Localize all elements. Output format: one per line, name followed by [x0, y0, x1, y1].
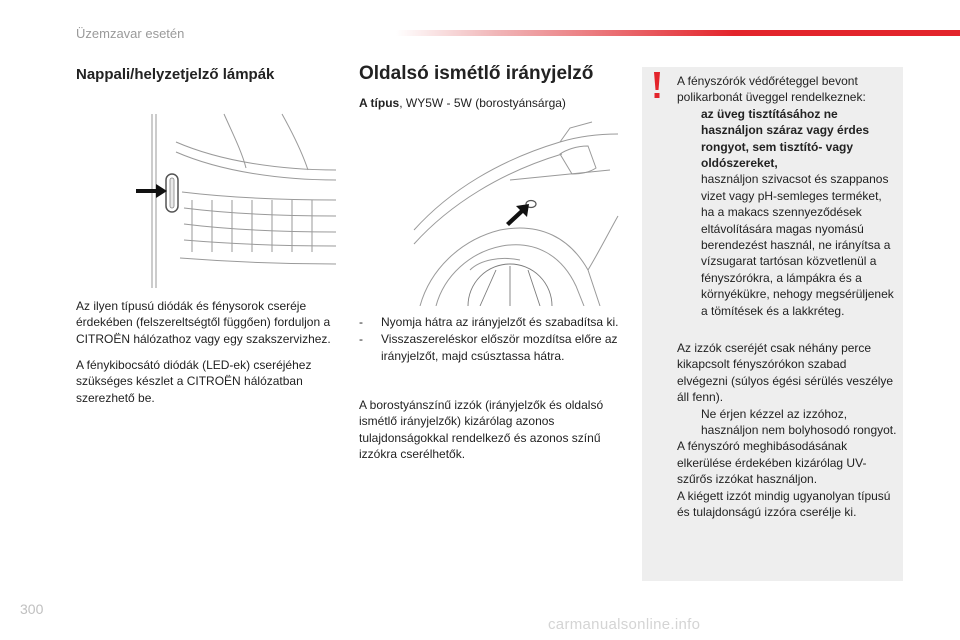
- chapter-title: Üzemzavar esetén: [76, 26, 185, 41]
- list-item: [677, 406, 899, 439]
- bulb-type-label: A típus: [359, 96, 400, 110]
- list-item: [359, 331, 624, 364]
- warning-item-text: ha a makacs szennyeződések eltávolítására magas nyomású berendezést használ, ne irányítsa a vízsugarat tartósan közvetlenül a fényszórókra, a lámpákra és a környékükre, nehogy megsérüljenek a tömítések és a lakkréteg.: [701, 205, 894, 318]
- header-accent-bar: [396, 30, 960, 36]
- warning-block-1: [677, 73, 899, 319]
- daytime-lamps-text-1: Az ilyen típusú diódák és fénysorok cseréje érdekében (felszereltségtől függően) forduljon a CITROËN hálózathoz vagy egy szakszervizhez.: [76, 299, 331, 346]
- arrow-icon: [136, 182, 168, 200]
- warning-block-2: [677, 340, 899, 520]
- warning-replace-text: A kiégett izzót mindig ugyanolyan típusú és tulajdonságú izzóra cserélje ki.: [677, 488, 891, 520]
- heading-side-repeater: Oldalsó ismétlő irányjelző: [359, 63, 594, 84]
- dash-marker: -: [359, 315, 363, 329]
- exclamation-icon: [652, 72, 662, 100]
- list-item: [677, 106, 899, 172]
- bulb-type-value: , WY5W - 5W (borostyánsárga): [399, 96, 566, 110]
- arrow-icon: [505, 203, 531, 227]
- warning-item-text: Ne érjen kézzel az izzóhoz, használjon nem bolyhosodó rongyot.: [701, 406, 897, 438]
- warning-list: [677, 106, 899, 319]
- warning-bulb-hot-text: Az izzók cseréjét csak néhány perce kikapcsolt fényszórókon szabad elvégezni (súlyos égési sérülés veszélye áll fenn).: [677, 341, 894, 405]
- warning-intro: A fényszórók védőréteggel bevont polikarbonát üveggel rendelkeznek:: [677, 74, 866, 105]
- heading-daytime-lamps: Nappali/helyzetjelző lámpák: [76, 66, 275, 83]
- bumper-led-illustration: [132, 112, 338, 290]
- repeater-steps-list: [359, 314, 624, 365]
- step-text: Visszaszereléskor először mozdítsa előre az irányjelzőt, majd csúsztassa hátra.: [381, 332, 618, 363]
- amber-bulbs-text: A borostyánszínű izzók (irányjelzők és oldalsó ismétlő irányjelzők) kizárólag azonos tulajdonságokkal rendelkező és azonos színű izzókra cserélhetők.: [359, 398, 604, 462]
- bulb-type-line: [359, 96, 566, 110]
- dash-marker: -: [359, 332, 363, 347]
- step-text: Nyomja hátra az irányjelzőt és szabadítsa ki.: [381, 315, 619, 329]
- list-item: [359, 314, 624, 330]
- list-item: [677, 171, 899, 204]
- warning-list-2: [677, 406, 899, 439]
- warning-item-text: használjon szivacsot és szappanos vizet vagy pH-semleges terméket,: [701, 172, 889, 203]
- page-number: 300: [20, 601, 44, 617]
- warning-item-text: az üveg tisztításához ne használjon száraz vagy érdes rongyot, sem tisztító- vagy oldószereket,: [701, 106, 870, 171]
- warning-uv-text: A fényszóró meghibásodásának elkerülése érdekében kizárólag UV-szűrős izzókat használjon.: [677, 439, 867, 487]
- watermark: carmanualsonline.info: [548, 616, 701, 633]
- list-item: [677, 204, 899, 319]
- daytime-lamps-text-2: A fénykibocsátó diódák (LED-ek) cseréjéhez szükséges készlet a CITROËN hálózatban szerezhető be.: [76, 358, 312, 405]
